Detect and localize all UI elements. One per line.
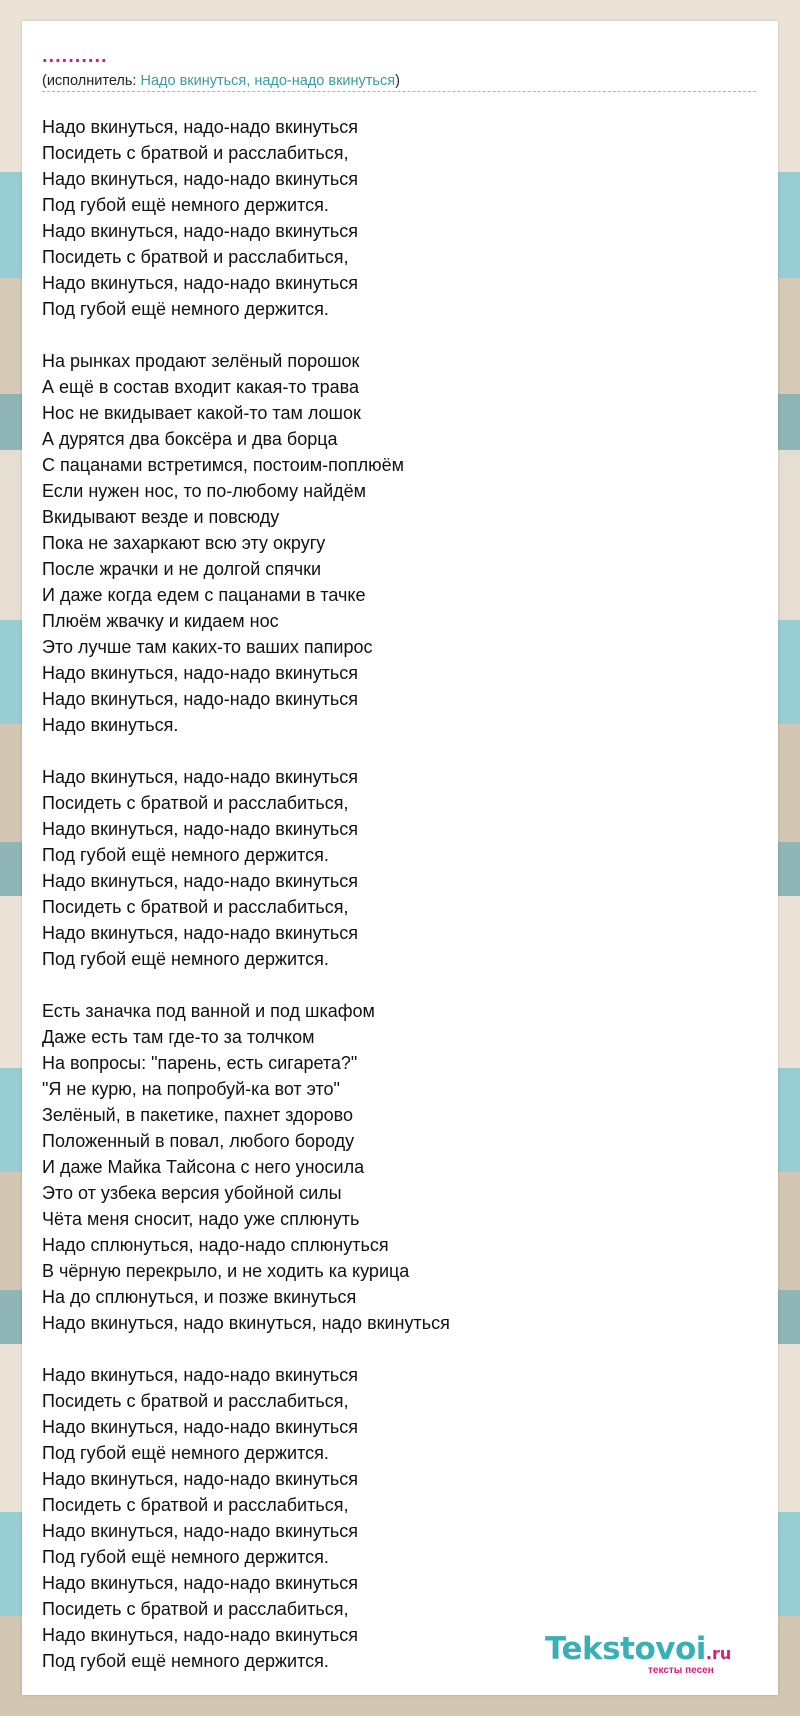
lyric-line: В чёрную перекрыло, и не ходить ка курица bbox=[42, 1261, 410, 1281]
lyric-line: Надо вкинуться, надо-надо вкинуться bbox=[42, 1365, 359, 1385]
lyric-line: "Я не курю, на попробуй-ка вот это" bbox=[42, 1079, 340, 1099]
lyric-line: Посидеть с братвой и расслабиться, bbox=[42, 897, 349, 917]
song-title: .......... bbox=[42, 45, 108, 67]
lyric-line: Надо вкинуться, надо-надо вкинуться bbox=[42, 1521, 359, 1541]
stanza-gap bbox=[42, 972, 742, 998]
lyric-line: Надо сплюнуться, надо-надо сплюнуться bbox=[42, 1235, 389, 1255]
lyric-line: После жрачки и не долгой спячки bbox=[42, 559, 322, 579]
stanza-gap bbox=[42, 1336, 742, 1362]
lyric-line: Даже есть там где-то за толчком bbox=[42, 1027, 315, 1047]
lyric-line: Под губой ещё немного держится. bbox=[42, 195, 329, 215]
lyric-line: А дурятся два боксёра и два борца bbox=[42, 429, 338, 449]
lyric-line: Надо вкинуться, надо-надо вкинуться bbox=[42, 221, 359, 241]
lyric-line: Под губой ещё немного держится. bbox=[42, 845, 329, 865]
lyric-line: На рынках продают зелёный порошок bbox=[42, 351, 360, 371]
lyric-line: Надо вкинуться, надо-надо вкинуться bbox=[42, 663, 359, 683]
lyric-line: Вкидывают везде и повсюду bbox=[42, 507, 280, 527]
lyric-line: Надо вкинуться, надо-надо вкинуться bbox=[42, 169, 359, 189]
lyric-line: На до сплюнуться, и позже вкинуться bbox=[42, 1287, 357, 1307]
stanza-gap bbox=[42, 738, 742, 764]
lyric-line: Под губой ещё немного держится. bbox=[42, 1651, 329, 1671]
performer-prefix: (исполнитель: bbox=[42, 73, 141, 89]
lyric-line: Положенный в повал, любого бороду bbox=[42, 1131, 355, 1151]
lyric-line: Под губой ещё немного держится. bbox=[42, 1547, 329, 1567]
lyric-line: И даже когда едем с пацанами в тачке bbox=[42, 585, 366, 605]
lyric-line: Есть заначка под ванной и под шкафом bbox=[42, 1001, 375, 1021]
site-logo[interactable] bbox=[545, 1631, 732, 1676]
lyrics-text bbox=[42, 114, 742, 1674]
lyric-line: А ещё в состав входит какая-то трава bbox=[42, 377, 360, 397]
lyric-line: С пацанами встретимся, постоим-поплюём bbox=[42, 455, 405, 475]
logo-tld: .ru bbox=[705, 1644, 732, 1663]
lyric-line: Это лучше там каких-то ваших папирос bbox=[42, 637, 373, 657]
logo-brand: Tekstovoi bbox=[545, 1631, 706, 1667]
lyrics-card bbox=[22, 21, 778, 1695]
lyric-line: Под губой ещё немного держится. bbox=[42, 1443, 329, 1463]
lyric-line: Нос не вкидывает какой-то там лошок bbox=[42, 403, 361, 423]
performer-line bbox=[42, 73, 756, 92]
lyric-line: Посидеть с братвой и расслабиться, bbox=[42, 793, 349, 813]
lyric-line: Надо вкинуться. bbox=[42, 715, 179, 735]
lyric-line: Под губой ещё немного держится. bbox=[42, 299, 329, 319]
lyric-line: Посидеть с братвой и расслабиться, bbox=[42, 1599, 349, 1619]
lyric-line: Надо вкинуться, надо-надо вкинуться bbox=[42, 1625, 359, 1645]
lyric-line: Под губой ещё немного держится. bbox=[42, 949, 329, 969]
lyric-line: На вопросы: "парень, есть сигарета?" bbox=[42, 1053, 358, 1073]
lyric-line: Зелёный, в пакетике, пахнет здорово bbox=[42, 1105, 354, 1125]
lyric-line: Если нужен нос, то по-любому найдём bbox=[42, 481, 367, 501]
lyric-line: Пока не захаркают всю эту округу bbox=[42, 533, 326, 553]
lyric-line: Плюём жвачку и кидаем нос bbox=[42, 611, 279, 631]
lyric-line: Посидеть с братвой и расслабиться, bbox=[42, 143, 349, 163]
lyric-line: Надо вкинуться, надо-надо вкинуться bbox=[42, 819, 359, 839]
lyric-line: Надо вкинуться, надо вкинуться, надо вкинуться bbox=[42, 1313, 450, 1333]
lyric-line: Надо вкинуться, надо-надо вкинуться bbox=[42, 871, 359, 891]
lyric-line: Надо вкинуться, надо-надо вкинуться bbox=[42, 1573, 359, 1593]
stanza-gap bbox=[42, 322, 742, 348]
lyric-line: И даже Майка Тайсона с него уносила bbox=[42, 1157, 365, 1177]
lyric-line: Посидеть с братвой и расслабиться, bbox=[42, 1391, 349, 1411]
performer-link[interactable]: Надо вкинуться, надо-надо вкинуться bbox=[140, 73, 396, 89]
lyric-line: Надо вкинуться, надо-надо вкинуться bbox=[42, 117, 359, 137]
lyric-line: Надо вкинуться, надо-надо вкинуться bbox=[42, 1417, 359, 1437]
lyric-line: Это от узбека версия убойной силы bbox=[42, 1183, 342, 1203]
lyric-line: Надо вкинуться, надо-надо вкинуться bbox=[42, 689, 359, 709]
lyric-line: Надо вкинуться, надо-надо вкинуться bbox=[42, 923, 359, 943]
lyric-line: Посидеть с братвой и расслабиться, bbox=[42, 1495, 349, 1515]
lyric-line: Чёта меня сносит, надо уже сплюнуть bbox=[42, 1209, 360, 1229]
lyric-line: Надо вкинуться, надо-надо вкинуться bbox=[42, 1469, 359, 1489]
lyric-line: Надо вкинуться, надо-надо вкинуться bbox=[42, 767, 359, 787]
performer-suffix: ) bbox=[395, 73, 400, 89]
lyric-line: Посидеть с братвой и расслабиться, bbox=[42, 247, 349, 267]
logo-tagline: тексты песен bbox=[648, 1665, 714, 1676]
lyric-line: Надо вкинуться, надо-надо вкинуться bbox=[42, 273, 359, 293]
